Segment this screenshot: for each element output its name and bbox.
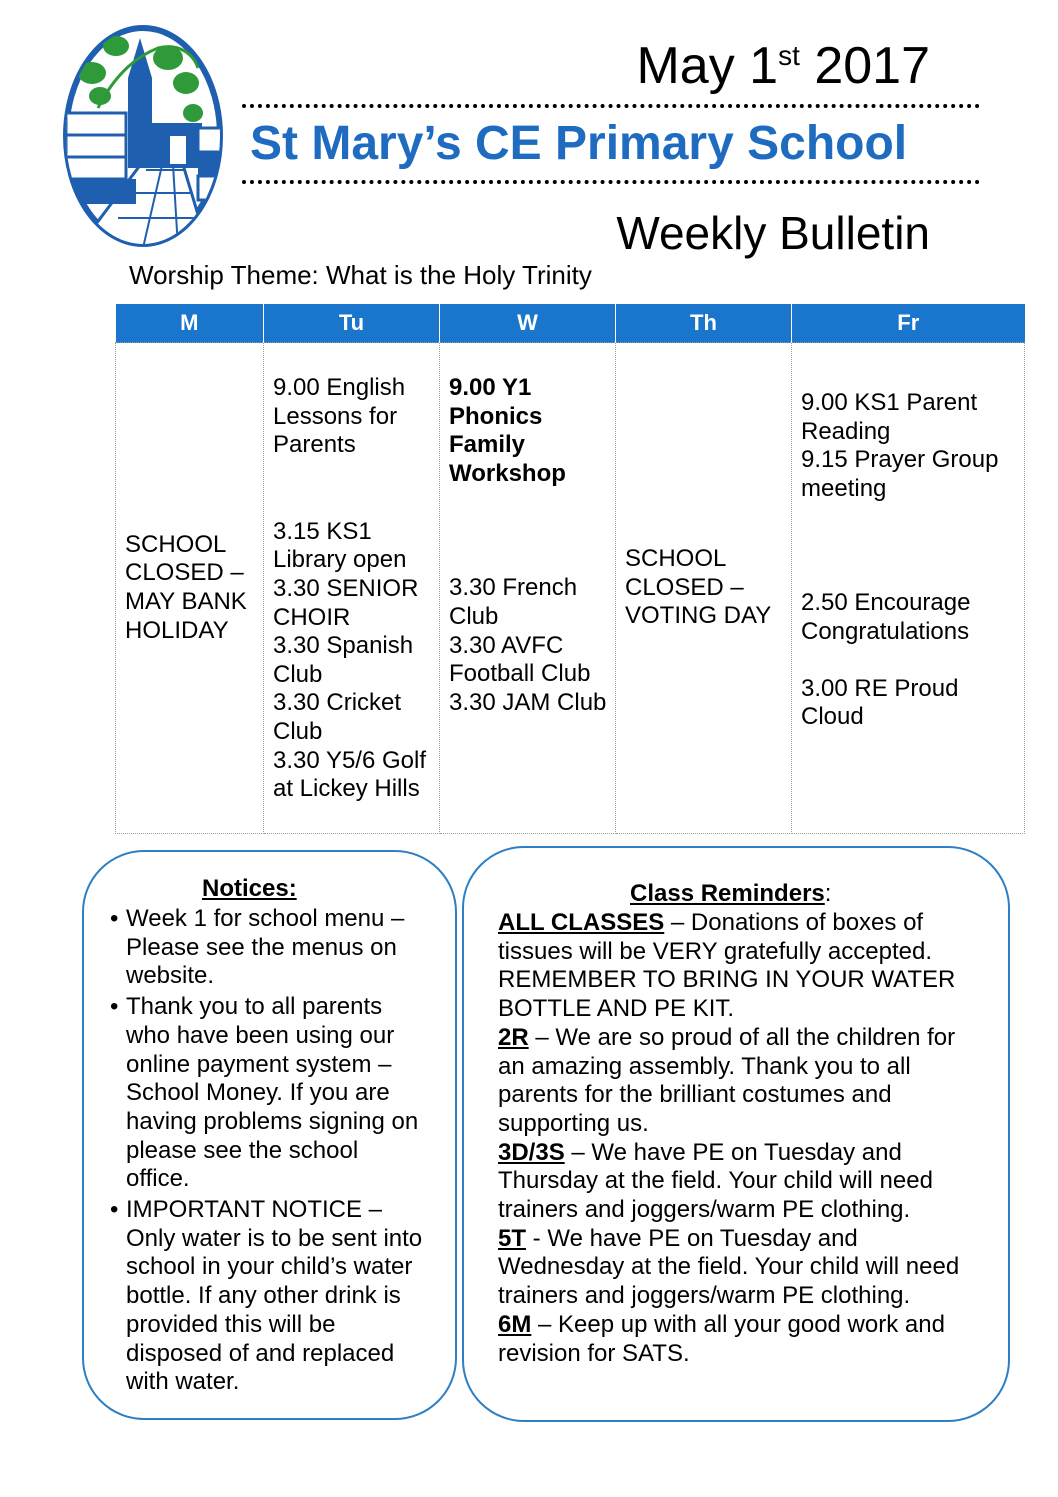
wednesday-event: 3.30 JAM Club	[449, 688, 607, 716]
class-reminders-title: Class Reminders:	[630, 880, 832, 907]
wednesday-event: 3.30 French Club	[449, 574, 578, 630]
class-tag: 6M	[498, 1310, 532, 1338]
class-reminders-body	[498, 909, 978, 1368]
friday-event: 3.00 RE Proud Cloud	[801, 674, 959, 731]
date-ordinal-suffix: st	[778, 40, 800, 71]
friday-event: 9.00 KS1 Parent Reading	[801, 389, 978, 445]
timetable-header-row	[116, 304, 1025, 343]
weekly-timetable	[115, 304, 1025, 834]
dotted-divider-bottom	[242, 180, 980, 184]
notice-item: • IMPORTANT NOTICE – Only water is to be sent into school in your child’s water bottle. If any other drink is provided this will be disposed of and replaced with water.	[108, 1196, 428, 1397]
day-header-wednesday: W	[440, 304, 616, 343]
day-header-monday: M	[116, 304, 264, 343]
tuesday-event: 3.15 KS1 Library open	[273, 517, 407, 574]
wednesday-event: 3.30 AVFC Football Club	[449, 631, 591, 688]
school-crest-icon	[58, 18, 228, 248]
friday-event: 2.50 Encourage Congratulations	[801, 589, 971, 645]
day-header-thursday: Th	[616, 304, 792, 343]
school-name: St Mary’s CE Primary School	[250, 117, 908, 170]
thursday-cell	[616, 343, 792, 834]
bulletin-date: May 1st 2017	[636, 37, 930, 95]
class-tag: 5T	[498, 1224, 527, 1252]
tuesday-cell	[264, 343, 440, 834]
class-tag: 2R	[498, 1023, 529, 1051]
monday-cell	[116, 343, 264, 834]
reminder-entry: 2R – We are so proud of all the children for an amazing assembly. Thank you to all parents for the brilliant costumes and supporting us.	[498, 1023, 956, 1137]
tuesday-event: 3.30 Cricket Club	[273, 689, 402, 745]
tuesday-event: 3.30 Spanish Club	[273, 632, 414, 688]
thursday-event: SCHOOL CLOSED – VOTING DAY	[625, 545, 772, 630]
notice-item: • Thank you to all parents who have been using our online payment system – School Money. If you are having problems signing on please see the school office.	[108, 993, 428, 1194]
worship-theme: Worship Theme: What is the Holy Trinity	[129, 260, 592, 290]
wednesday-morning-event: 9.00 Y1 Phonics Family Workshop	[449, 374, 566, 487]
reminder-entry: ALL CLASSES – Donations of boxes of tissues will be VERY gratefully accepted. REMEMBER TO BRING IN YOUR WATER BOTTLE AND PE KIT.	[498, 909, 956, 1023]
day-header-friday: Fr	[792, 304, 1025, 343]
class-tag: ALL CLASSES	[498, 909, 665, 936]
reminder-entry: 3D/3S – We have PE on Tuesday and Thursday at the field. Your child will need trainers and joggers/warm PE clothing.	[498, 1138, 933, 1224]
notices-title: Notices:	[202, 875, 297, 902]
dotted-divider-top	[242, 104, 980, 108]
friday-cell	[792, 343, 1025, 834]
day-header-tuesday: Tu	[264, 304, 440, 343]
bulletin-title: Weekly Bulletin	[616, 207, 930, 259]
wednesday-cell	[440, 343, 616, 834]
tuesday-event: 3.30 SENIOR CHOIR	[273, 574, 419, 631]
monday-event: SCHOOL CLOSED – MAY BANK HOLIDAY	[125, 530, 247, 644]
reminder-entry: 5T - We have PE on Tuesday and Wednesday at the field. Your child will need trainers and joggers/warm PE clothing.	[498, 1224, 960, 1310]
notice-item: • Week 1 for school menu – Please see the menus on website.	[108, 905, 428, 991]
tuesday-event: 3.30 Y5/6 Golf at Lickey Hills	[273, 746, 426, 803]
reminder-entry: 6M – Keep up with all your good work and revision for SATS.	[498, 1310, 945, 1367]
timetable-row	[116, 343, 1025, 834]
friday-event: 9.15 Prayer Group meeting	[801, 446, 999, 502]
tuesday-morning-event: 9.00 English Lessons for Parents	[273, 374, 406, 459]
class-tag: 3D/3S	[498, 1138, 565, 1166]
notices-list	[108, 905, 428, 1399]
school-crest-logo	[58, 18, 228, 248]
